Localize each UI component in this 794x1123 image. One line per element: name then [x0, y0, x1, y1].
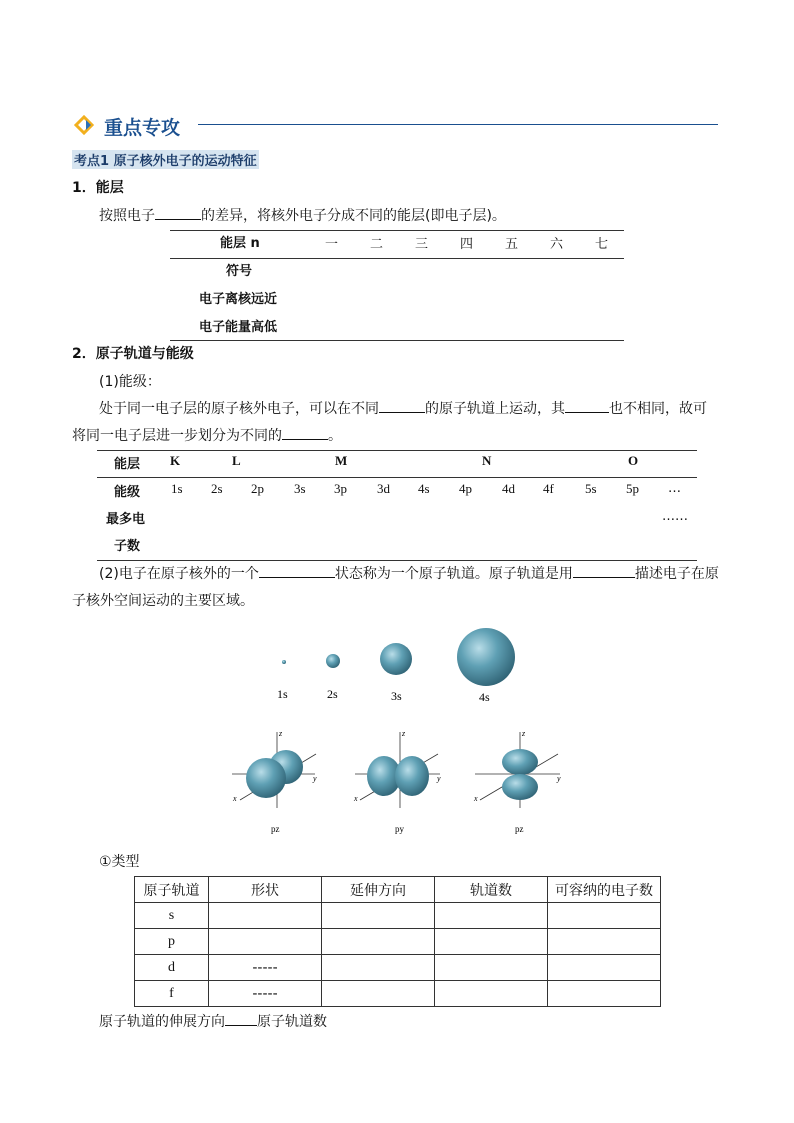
sublevel: 3s: [294, 481, 306, 496]
axis-x: x: [474, 794, 478, 803]
types-label: ①类型: [99, 854, 140, 870]
s1-heading: 1．能层: [72, 180, 124, 196]
s2-sub2-line2: 子核外空间运动的主要区域。: [72, 593, 254, 609]
s2-sub2-line1: (2)电子在原子核外的一个 状态称为一个原子轨道。原子轨道是用 描述电子在原: [99, 563, 719, 583]
sublevel: 3p: [334, 481, 347, 496]
sublevel-ellipsis: …: [668, 481, 681, 496]
section-title: 重点专攻: [104, 117, 181, 139]
table-header: 原子轨道: [135, 877, 209, 903]
section-chevron-icon: [74, 115, 100, 135]
axis-y: y: [557, 774, 561, 783]
table-cell: p: [135, 929, 209, 955]
sublevel: 3d: [377, 481, 390, 496]
row-label-layer: 能层 n: [220, 236, 260, 251]
table-cell: s: [135, 903, 209, 929]
label-p3: pz: [515, 824, 524, 834]
level-1: 一: [325, 237, 339, 252]
orbital-1s: [282, 660, 286, 664]
label-p2: py: [395, 824, 404, 834]
orbital-types-table: [134, 876, 661, 1007]
axis-y: y: [313, 774, 317, 783]
table-row: [135, 981, 661, 1007]
table-header: 延伸方向: [322, 877, 435, 903]
row-label-symbol: 符号: [226, 264, 253, 279]
section-divider: [198, 124, 718, 125]
sublevel: 5p: [626, 481, 639, 496]
table-cell: -----: [209, 981, 322, 1007]
label-layer: 能层: [114, 457, 141, 472]
label-4s: 4s: [479, 690, 490, 704]
sublevel: 2p: [251, 481, 264, 496]
table-cell: [548, 929, 661, 955]
table-cell: [209, 929, 322, 955]
table-header: 轨道数: [435, 877, 548, 903]
table-cell: f: [135, 981, 209, 1007]
level-2: 二: [370, 237, 384, 252]
sublevel: 2s: [211, 481, 223, 496]
axis-z: z: [402, 729, 406, 738]
sublevel: 1s: [171, 481, 183, 496]
layer-N: N: [482, 453, 492, 468]
axis-x: x: [354, 794, 358, 803]
kaodian-heading: 考点1 原子核外电子的运动特征: [72, 150, 259, 169]
label-max-2: 子数: [114, 539, 141, 554]
table-cell: [435, 981, 548, 1007]
s2-heading: 2．原子轨道与能级: [72, 346, 194, 362]
table-cell: [322, 981, 435, 1007]
max-ellipsis: ……: [662, 509, 688, 524]
label-max-1: 最多电: [106, 512, 146, 527]
layer-L: L: [232, 453, 241, 468]
s2-paragraph-1: 处于同一电子层的原子核外电子，可以在不同 的原子轨道上运动，其 也不相同，故可: [99, 398, 707, 418]
table-cell: d: [135, 955, 209, 981]
table-cell: [209, 903, 322, 929]
label-1s: 1s: [277, 687, 288, 701]
label-3s: 3s: [391, 689, 402, 703]
level-4: 四: [460, 237, 474, 252]
table-cell: [548, 955, 661, 981]
sublevel: 4s: [418, 481, 430, 496]
level-3: 三: [415, 237, 429, 252]
table-cell: [322, 903, 435, 929]
row-label-energy: 电子能量高低: [199, 320, 278, 335]
s2-paragraph-2: 将同一电子层进一步划分为不同的 。: [72, 425, 342, 445]
axis-z: z: [522, 729, 526, 738]
orbital-p-1: [232, 729, 317, 834]
axis-x: x: [233, 794, 237, 803]
table-cell: [435, 955, 548, 981]
level-5: 五: [505, 237, 519, 252]
sublevel: 4p: [459, 481, 472, 496]
orbital-3s: [380, 643, 412, 675]
label-level: 能级: [114, 485, 141, 500]
table-cell: -----: [209, 955, 322, 981]
table-cell: [435, 929, 548, 955]
last-line: 原子轨道的伸展方向 原子轨道数: [99, 1011, 327, 1031]
table-row: [135, 929, 661, 955]
orbital-figure: [200, 610, 600, 850]
table-row: [135, 903, 661, 929]
table-cell: [548, 903, 661, 929]
level-7: 七: [595, 237, 609, 252]
orbital-2s: [326, 654, 340, 668]
table-cell: [548, 981, 661, 1007]
table-row: [135, 955, 661, 981]
orbital-p-3: [473, 729, 561, 834]
layer-K: K: [170, 453, 181, 468]
s2-sub1: (1)能级：: [99, 374, 161, 390]
layer-M: M: [335, 453, 348, 468]
sublevel: 4d: [502, 481, 515, 496]
label-2s: 2s: [327, 687, 338, 701]
orbital-p-2: [353, 729, 441, 834]
label-p1: pz: [271, 824, 280, 834]
table-header-row: [135, 877, 661, 903]
sublevel: 5s: [585, 481, 597, 496]
table-header: 形状: [209, 877, 322, 903]
row-label-distance: 电子离核远近: [199, 292, 278, 307]
axis-y: y: [437, 774, 441, 783]
table-cell: [435, 903, 548, 929]
axis-z: z: [279, 729, 283, 738]
table-cell: [322, 955, 435, 981]
s1-paragraph: 按照电子 的差异，将核外电子分成不同的能层(即电子层)。: [99, 205, 506, 225]
sublevel: 4f: [543, 481, 554, 496]
level-6: 六: [550, 237, 564, 252]
table-cell: [322, 929, 435, 955]
table-header: 可容纳的电子数: [548, 877, 661, 903]
layer-O: O: [628, 453, 639, 468]
orbital-4s: [457, 628, 515, 686]
